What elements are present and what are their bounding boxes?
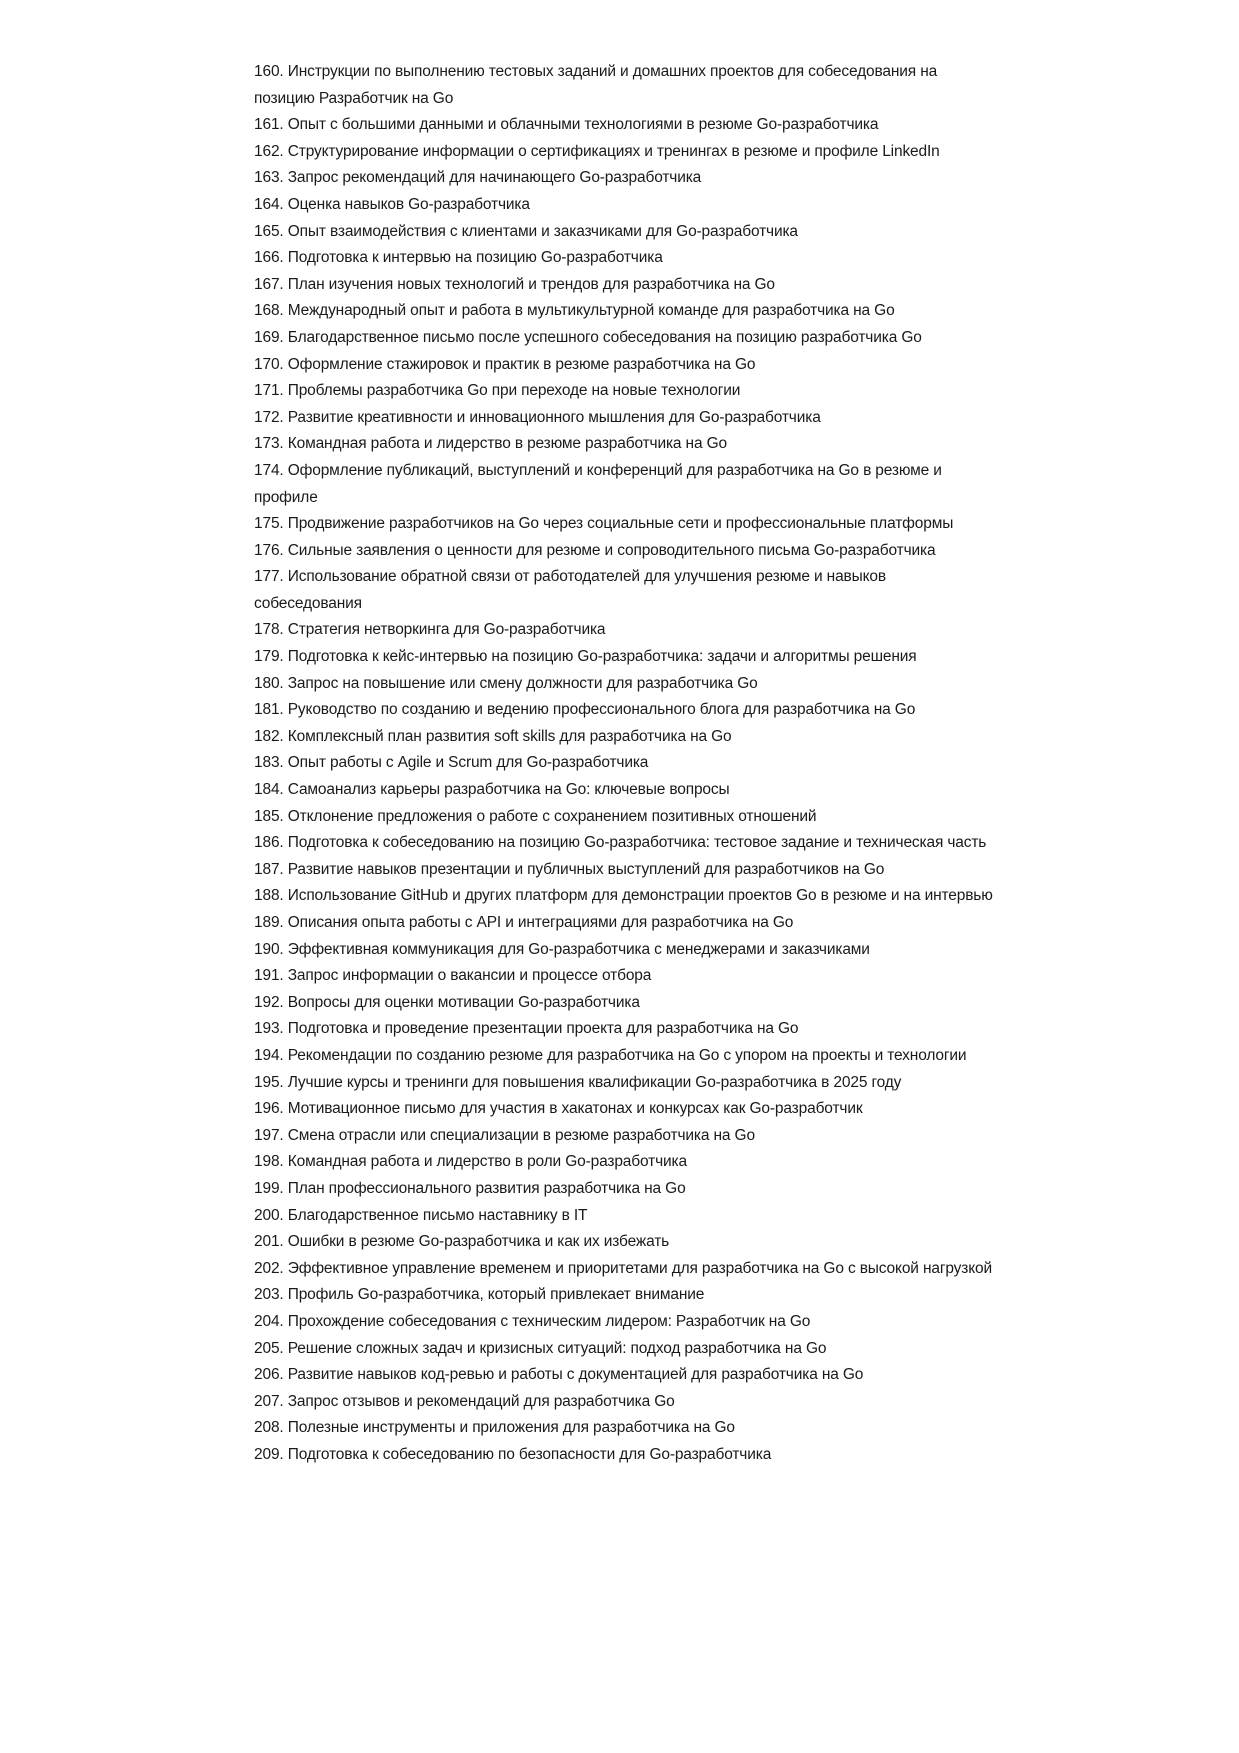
- list-item: 199. План профессионального развития разработчика на Go: [254, 1179, 686, 1197]
- list-item: 175. Продвижение разработчиков на Go через социальные сети и профессиональные платформы: [254, 515, 954, 533]
- list-item: 195. Лучшие курсы и тренинги для повышения квалификации Go-разработчика в 2025 году: [254, 1073, 902, 1091]
- list-item: 183. Опыт работы с Agile и Scrum для Go-разработчика: [254, 754, 649, 772]
- list-item: 202. Эффективное управление временем и приоритетами для разработчика на Go с высокой нагрузкой: [254, 1259, 992, 1277]
- list-item: 162. Структурирование информации о сертификациях и тренингах в резюме и профиле LinkedIn: [254, 142, 940, 160]
- list-item: 186. Подготовка к собеседованию на позицию Go-разработчика: тестовое задание и техническая часть: [254, 834, 987, 852]
- list-item: 201. Ошибки в резюме Go-разработчика и как их избежать: [254, 1233, 670, 1251]
- list-item: 205. Решение сложных задач и кризисных ситуаций: подход разработчика на Go: [254, 1339, 827, 1357]
- list-item: 171. Проблемы разработчика Go при переходе на новые технологии: [254, 382, 741, 400]
- list-item: 196. Мотивационное письмо для участия в хакатонах и конкурсах как Go-разработчик: [254, 1100, 863, 1118]
- list-item: 176. Сильные заявления о ценности для резюме и сопроводительного письма Go-разработчика: [254, 541, 936, 559]
- list-item: 191. Запрос информации о вакансии и процессе отбора: [254, 967, 652, 985]
- list-item: 178. Стратегия нетворкинга для Go-разработчика: [254, 621, 606, 639]
- list-item: 165. Опыт взаимодействия с клиентами и заказчиками для Go-разработчика: [254, 222, 798, 240]
- list-item: 160. Инструкции по выполнению тестовых заданий и домашних проектов для собеседования на позицию Разработчик на Go: [254, 63, 938, 107]
- list-item: 190. Эффективная коммуникация для Go-разработчика с менеджерами и заказчиками: [254, 940, 870, 958]
- list-item: 194. Рекомендации по созданию резюме для разработчика на Go с упором на проекты и технологии: [254, 1046, 967, 1064]
- list-item: 209. Подготовка к собеседованию по безопасности для Go-разработчика: [254, 1445, 772, 1463]
- list-item: 170. Оформление стажировок и практик в резюме разработчика на Go: [254, 355, 756, 373]
- list-item: 172. Развитие креативности и инновационного мышления для Go-разработчика: [254, 408, 821, 426]
- list-item: 161. Опыт с большими данными и облачными технологиями в резюме Go-разработчика: [254, 116, 879, 134]
- list-item: 208. Полезные инструменты и приложения для разработчика на Go: [254, 1419, 735, 1437]
- list-item: 164. Оценка навыков Go-разработчика: [254, 195, 530, 213]
- list-item: 200. Благодарственное письмо наставнику в IT: [254, 1206, 588, 1224]
- list-item: 206. Развитие навыков код-ревью и работы с документацией для разработчика на Go: [254, 1366, 864, 1384]
- list-item: 197. Смена отрасли или специализации в резюме разработчика на Go: [254, 1126, 755, 1144]
- list-item: 204. Прохождение собеседования с техническим лидером: Разработчик на Go: [254, 1312, 811, 1330]
- list-item: 180. Запрос на повышение или смену должности для разработчика Go: [254, 674, 758, 692]
- list-item: 173. Командная работа и лидерство в резюме разработчика на Go: [254, 435, 727, 453]
- list-item: 174. Оформление публикаций, выступлений и конференций для разработчика на Go в резюме и профиле: [254, 461, 942, 506]
- list-item: 189. Описания опыта работы с API и интеграциями для разработчика на Go: [254, 914, 794, 931]
- list-item: 193. Подготовка и проведение презентации проекта для разработчика на Go: [254, 1020, 799, 1038]
- list-item: 167. План изучения новых технологий и трендов для разработчика на Go: [254, 275, 775, 293]
- list-item: 182. Комплексный план развития soft skills для разработчика на Go: [254, 727, 732, 745]
- list-item: 185. Отклонение предложения о работе с сохранением позитивных отношений: [254, 807, 817, 825]
- list-item: 169. Благодарственное письмо после успешного собеседования на позицию разработчика Go: [254, 328, 922, 346]
- list-item: 184. Самоанализ карьеры разработчика на Go: ключевые вопросы: [254, 781, 730, 799]
- topic-list: [254, 59, 994, 1468]
- list-item: 177. Использование обратной связи от работодателей для улучшения резюме и навыков собеседования: [254, 568, 886, 612]
- list-item: 163. Запрос рекомендаций для начинающего Go-разработчика: [254, 169, 702, 187]
- list-item: 203. Профиль Go-разработчика, который привлекает внимание: [254, 1286, 705, 1304]
- list-item: 179. Подготовка к кейс-интервью на позицию Go-разработчика: задачи и алгоритмы решения: [254, 648, 917, 666]
- list-item: 207. Запрос отзывов и рекомендаций для разработчика Go: [254, 1392, 675, 1410]
- list-item: 181. Руководство по созданию и ведению профессионального блога для разработчика на Go: [254, 701, 916, 719]
- list-item: 192. Вопросы для оценки мотивации Go-разработчика: [254, 993, 640, 1011]
- list-item: 188. Использование GitHub и других платформ для демонстрации проектов Go в резюме и на интервью: [254, 887, 993, 905]
- list-item: 198. Командная работа и лидерство в роли Go-разработчика: [254, 1153, 687, 1171]
- list-item: 187. Развитие навыков презентации и публичных выступлений для разработчиков на Go: [254, 860, 885, 878]
- list-item: 168. Международный опыт и работа в мультикультурной команде для разработчика на Go: [254, 302, 895, 320]
- list-item: 166. Подготовка к интервью на позицию Go-разработчика: [254, 249, 663, 267]
